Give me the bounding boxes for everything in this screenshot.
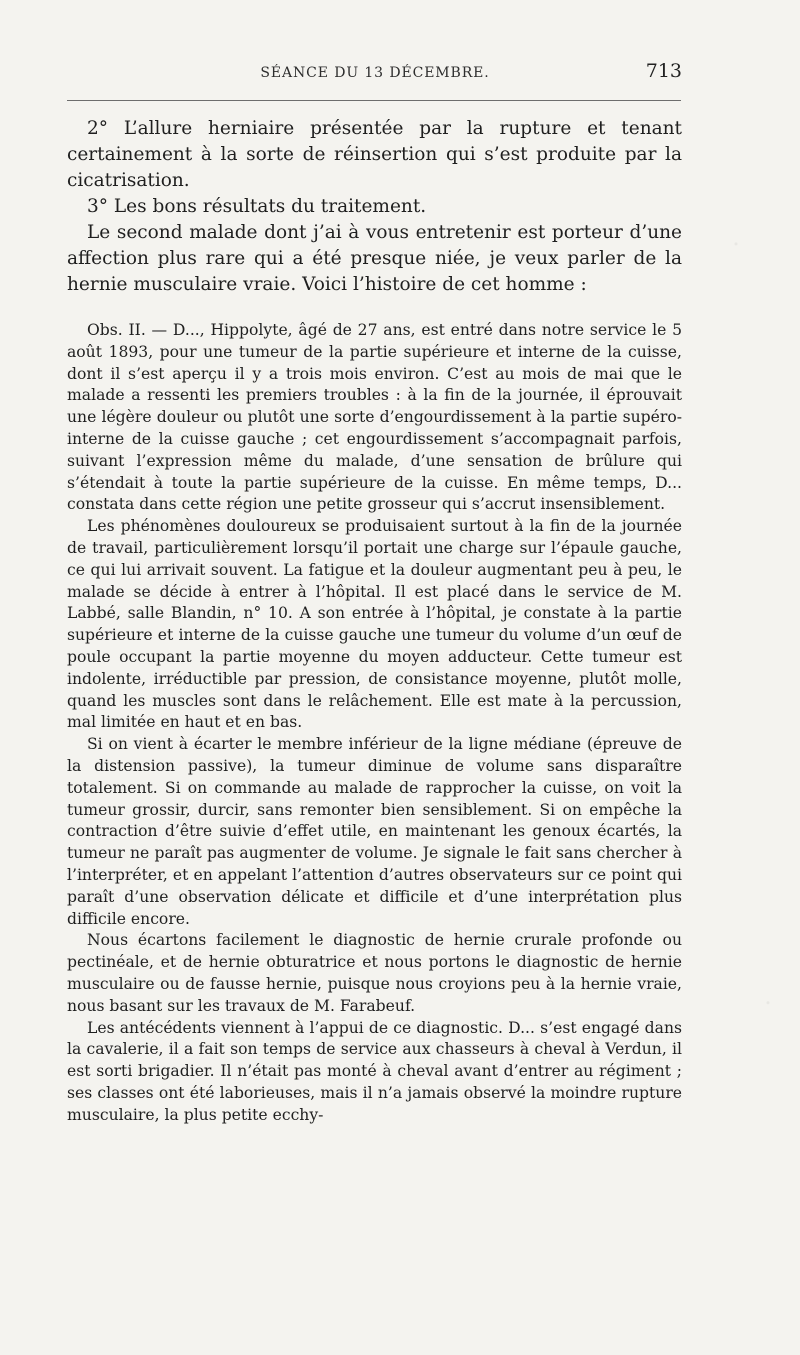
header-rule (67, 100, 681, 101)
running-head: SÉANCE DU 13 DÉCEMBRE. (260, 65, 490, 81)
page-content (67, 116, 682, 1126)
observation-block (67, 320, 682, 1126)
main-paragraph-2: 3° Les bons résultats du traitement. (87, 196, 427, 217)
observation-paragraph-4: Nous écartons facilement le diagnostic de hernie crurale profonde ou pectinéale, et de hernie obturatrice et nous portons le diagnostic de hernie musculaire ou de fausse hernie, puisque nous croyions peu à la hernie vraie, nous basant sur les travaux de M. Farabeuf. (67, 931, 682, 1015)
observation-paragraph-2: Les phénomènes douloureux se produisaient surtout à la fin de la journée de travail, particulièrement lorsqu’il portait une charge sur l’épaule gauche, ce qui lui arrivait souvent. La fatigue et la douleur augmentant peu à peu, le malade se décide à entrer à l’hôpital. Il est placé dans le service de M. Labbé, salle Blandin, n° 10. A son entrée à l’hôpital, je constate à la partie supérieure et interne de la cuisse gauche une tumeur du volume d’un œuf de poule occupant la partie moyenne du moyen adducteur. Cette tumeur est indolente, irréductible par pression, de consistance moyenne, plutôt molle, quand les muscles sont dans le relâchement. Elle est mate à la percussion, mal limitée en haut et en bas. (67, 517, 682, 732)
observation-paragraph-1: Obs. II. — D..., Hippolyte, âgé de 27 ans, est entré dans notre service le 5 août 1893, pour une tumeur de la partie supérieure et interne de la cuisse, dont il s’est aperçu il y a trois mois environ. C’est au mois de mai que le malade a ressenti les premiers troubles : à la fin de la journée, il éprouvait une légère douleur ou plutôt une sorte d’engourdissement à la partie supéro-interne de la cuisse gauche ; cet engourdissement s’accompagnait parfois, suivant l’expression même du malade, d’une sensation de brûlure qui s’étendait à toute la partie supérieure de la cuisse. En même temps, D... constata dans cette région une petite grosseur qui s’accrut insensiblement. (67, 321, 682, 514)
page-header (68, 60, 682, 94)
observation-paragraph-5: Les antécédents viennent à l’appui de ce diagnostic. D... s’est engagé dans la cavalerie, il a fait son temps de service aux chasseurs à cheval à Verdun, il est sorti brigadier. Il n’était pas monté à cheval avant d’entrer au régiment ; ses classes ont été laborieuses, mais il n’a jamais observé la moindre rupture musculaire, la plus petite ecchy- (67, 1018, 682, 1124)
observation-paragraph-3: Si on vient à écarter le membre inférieur de la ligne médiane (épreuve de la distension passive), la tumeur diminue de volume sans disparaître totalement. Si on commande au malade de rapprocher la cuisse, on voit la tumeur grossir, durcir, sans remonter bien sensiblement. Si on empêche la contraction d’être suivie d’effet utile, en maintenant les genoux écartés, la tumeur ne paraît pas augmenter de volume. Je signale le fait sans chercher à l’interpréter, et en appelant l’attention d’autres observateurs sur ce point qui paraît d’une observation délicate et difficile et d’une interprétation plus difficile encore. (67, 735, 682, 928)
main-paragraph-1: 2° L’allure herniaire présentée par la rupture et tenant certainement à la sorte de réinsertion qui s’est produite par la cicatrisation. (67, 118, 682, 191)
page-number: 713 (645, 60, 682, 82)
main-paragraph-3: Le second malade dont j’ai à vous entretenir est porteur d’une affection plus rare qui a été presque niée, je veux parler de la hernie musculaire vraie. Voici l’histoire de cet homme : (67, 222, 682, 295)
